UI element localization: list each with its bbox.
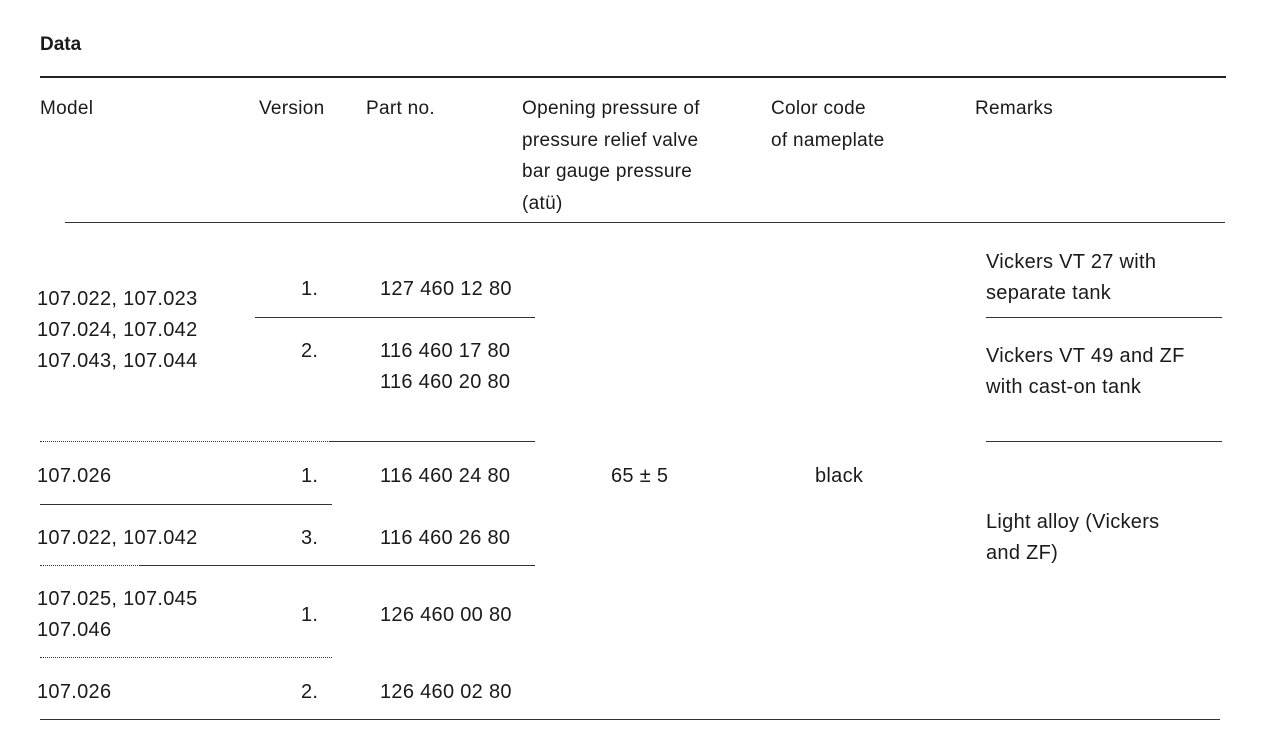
row4-rule-right (140, 565, 535, 566)
header-rule (65, 222, 1225, 223)
row2-model: 107.024, 107.042 107.043, 107.044 (37, 319, 198, 372)
header-color-code: Color code of nameplate (771, 98, 885, 151)
remark-vickers-vt27: Vickers VT 27 with separate tank (986, 251, 1157, 304)
group1-rule-left (40, 441, 330, 442)
row5-rule (40, 657, 332, 658)
opening-pressure-value: 65 ± 5 (611, 465, 669, 487)
row4-version: 3. (301, 527, 319, 549)
header-part-no: Part no. (366, 98, 435, 119)
row5-version: 1. (301, 604, 319, 626)
group1-rule-right (330, 441, 535, 442)
remark-light-alloy: Light alloy (Vickers and ZF) (986, 511, 1160, 564)
row4-part: 116 460 26 80 (380, 527, 511, 549)
header-opening-pressure: Opening pressure of pressure relief valve bar gauge pressure (atü) (522, 98, 700, 214)
header-remarks: Remarks (975, 98, 1054, 119)
top-rule (40, 76, 1226, 78)
row2-version: 2. (301, 340, 319, 362)
row1-version: 1. (301, 278, 319, 300)
row1-model: 107.022, 107.023 (37, 288, 198, 310)
row1-part: 127 460 12 80 (380, 278, 512, 300)
row1-rule (255, 317, 535, 318)
row5-model: 107.025, 107.045 107.046 (37, 588, 198, 641)
remark1-rule (986, 317, 1222, 318)
row2-part: 116 460 17 80 116 460 20 80 (380, 340, 511, 393)
header-model: Model (40, 98, 94, 119)
row3-rule (40, 504, 332, 505)
row4-model: 107.022, 107.042 (37, 527, 198, 549)
row6-model: 107.026 (37, 681, 112, 703)
section-title: Data (40, 34, 82, 55)
row6-version: 2. (301, 681, 319, 703)
row3-part: 116 460 24 80 (380, 465, 511, 487)
header-version: Version (259, 98, 325, 119)
remark2-rule (986, 441, 1222, 442)
row4-rule-left (40, 565, 140, 566)
bottom-rule (40, 719, 1220, 720)
row6-part: 126 460 02 80 (380, 681, 512, 703)
row3-model: 107.026 (37, 465, 112, 487)
row3-version: 1. (301, 465, 319, 487)
color-code-value: black (815, 465, 864, 487)
remark-vickers-vt49: Vickers VT 49 and ZF with cast-on tank (986, 345, 1185, 398)
row5-part: 126 460 00 80 (380, 604, 512, 626)
